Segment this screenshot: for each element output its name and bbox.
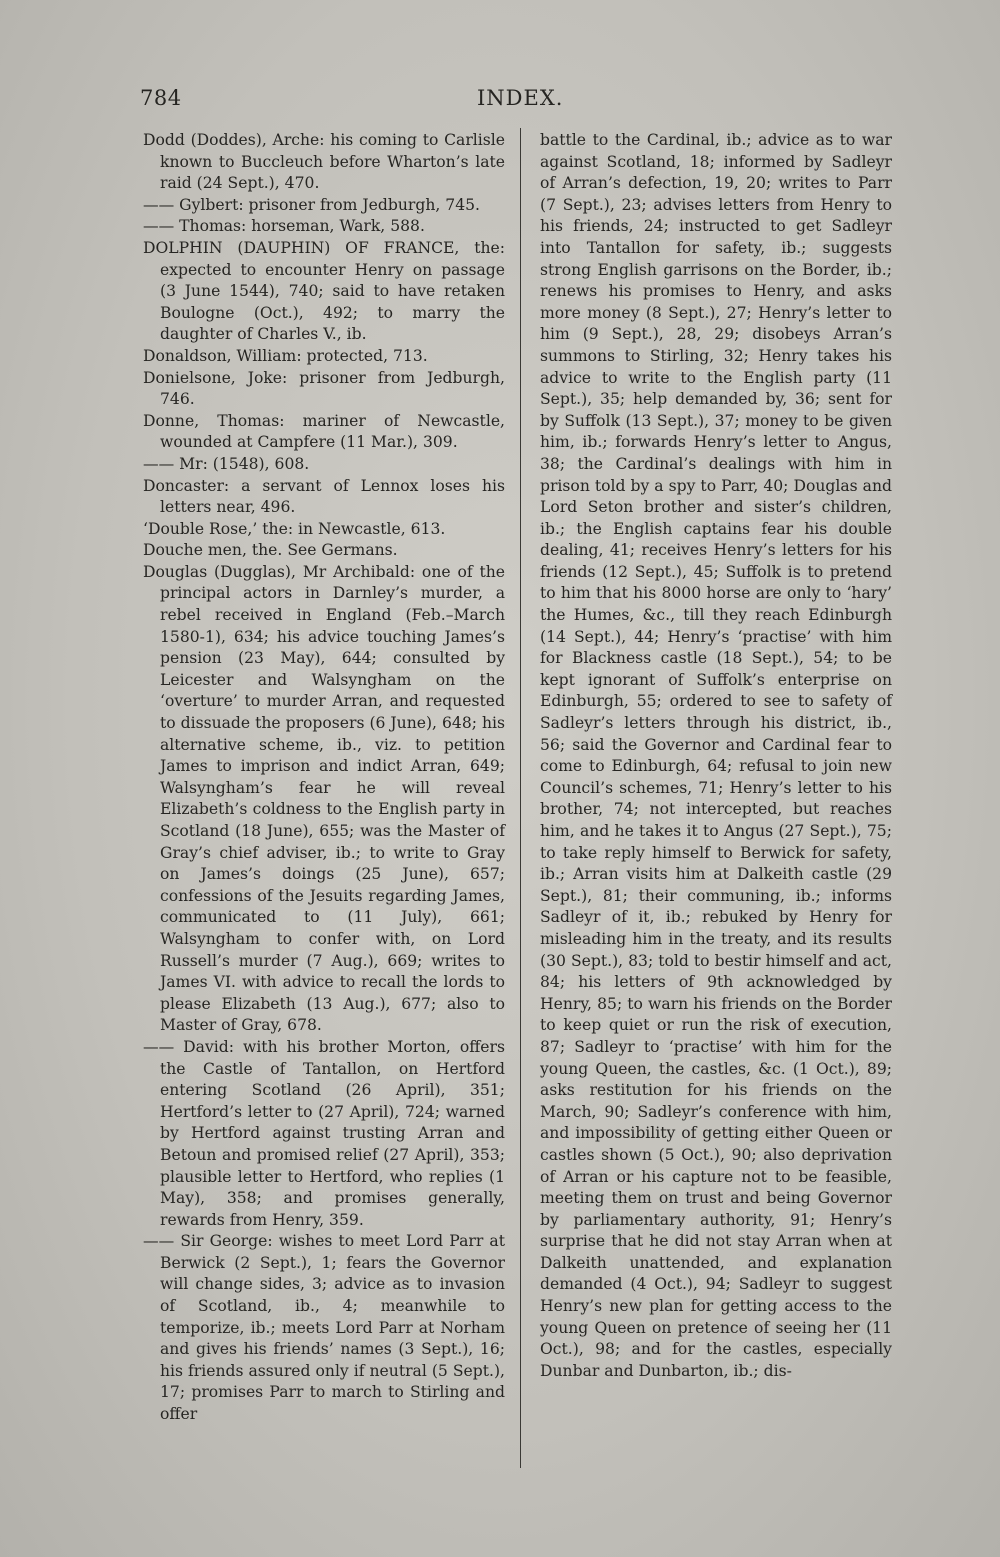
page-number: 784: [140, 86, 182, 110]
index-entry: Donne, Thomas: mariner of Newcastle, wounded at Campfere (11 Mar.), 309.: [143, 411, 505, 452]
index-entry: Doncaster: a servant of Lennox loses his letters near, 496.: [143, 476, 505, 517]
index-entry: Donaldson, William: protected, 713.: [143, 346, 428, 365]
index-entry: —— David: with his brother Morton, offers the Castle of Tantallon, on Hertford entering Scotland (26 April), 351; Hertford’s letter to (27 April), 724; warned by Hertford against trusting Arran and Betoun and promised relief (27 April), 353; plausible letter to Hertford, who replies (1 May), 358; and promises generally, rewards from Henry, 359.: [143, 1037, 505, 1229]
index-entry: Donielsone, Joke: prisoner from Jedburgh, 746.: [143, 368, 505, 409]
index-entry: ‘Double Rose,’ the: in Newcastle, 613.: [143, 519, 446, 538]
index-entry-continuation: battle to the Cardinal, ib.; advice as to war against Scotland, 18; informed by Sadleyr of Arran’s defection, 19, 20; writes to Parr (7 Sept.), 23; advises letters from Henry to his friends, 24; instructed to get Sadleyr into Tantallon for safety, ib.; suggests strong English garrisons on the Border, ib.; renews his promises to Henry, and asks more money (8 Sept.), 27; Henry’s letter to him (9 Sept.), 28, 29; disobeys Arran’s summons to Stirling, 32; Henry takes his advice to write to the English party (11 Sept.), 35; help demanded by, 36; sent for by Suffolk (13 Sept.), 37; money to be given him, ib.; forwards Henry’s letter to Angus, 38; the Cardinal’s dealings with him in prison told by a spy to Parr, 40; Douglas and Lord Seton brother and sister’s children, ib.; the English captains fear his double dealing, 41; receives Henry’s letters for his friends (12 Sept.), 45; Suffolk is to pretend to him that his 8000 horse are only to ‘hary’ the Humes, &c., till they reach Edinburgh (14 Sept.), 44; Henry’s ‘practise’ with him for Blackness castle (18 Sept.), 54; to be kept ignorant of Suffolk’s enterprise on Edinburgh, 55; ordered to see to safety of Sadleyr’s letters through his district, ib., 56; said the Governor and Cardinal fear to come to Edinburgh, 64; refusal to join new Council’s schemes, 71; Henry’s letter to his brother, 74; not intercepted, but reaches him, and he takes it to Angus (27 Sept.), 75; to take reply himself to Berwick for safety, ib.; Arran visits him at Dalkeith castle (29 Sept.), 81; their communing, ib.; informs Sadleyr of it, ib.; rebuked by Henry for misleading him in the treaty, and its results (30 Sept.), 83; told to bestir himself and act, 84; his letters of 9th acknowledged by Henry, 85; to warn his friends on the Border to keep quiet or run the risk of execution, 87; Sadleyr to ‘practise’ with him for the young Queen, the castles, &c. (1 Oct.), 89; asks restitution for his friends on the March, 90; Sadleyr’s conference with him, and impossibility of getting either Queen or castles shown (5 Oct.), 90; also deprivation of Arran or his capture not to be feasible, meeting them on trust and being Governor by parliamentary authority, 91; Henry’s surprise that he did not stay Arran when at Dalkeith unattended, and explanation demanded (4 Oct.), 94; Sadleyr to suggest Henry’s new plan for getting access to the young Queen on pretence of seeing her (11 Oct.), 98; and for the castles, especially Dunbar and Dunbarton, ib.; dis-: [540, 131, 892, 1380]
index-entry: —— Mr: (1548), 608.: [143, 454, 310, 473]
right-column: [540, 130, 892, 1382]
column-divider: [520, 128, 521, 1468]
index-entry: Douglas (Dugglas), Mr Archibald: one of the principal actors in Darnley’s murder, a rebel received in England (Feb.–March 1580-1), 634; his advice touching James’s pension (23 May), 644; consulted by Leicester and Walsyngham on the ‘overture’ to murder Arran, and requested to dissuade the proposers (6 June), 648; his alternative scheme, ib., viz. to petition James to imprison and indict Arran, 649; Walsyngham’s fear he will reveal Elizabeth’s coldness to the English party in Scotland (18 June), 655; was the Master of Gray’s chief adviser, ib.; to write to Gray on James’s doings (25 June), 657; confessions of the Jesuits regarding James, communicated to (11 July), 661; Walsyngham to confer with, on Lord Russell’s murder (7 Aug.), 669; writes to James VI. with advice to recall the lords to please Elizabeth (13 Aug.), 677; also to Master of Gray, 678.: [143, 562, 505, 1035]
left-column: [143, 130, 505, 1426]
index-entry: —— Sir George: wishes to meet Lord Parr at Berwick (2 Sept.), 1; fears the Governor will change sides, 3; advice as to invasion of Scotland, ib., 4; meanwhile to temporize, ib.; meets Lord Parr at Norham and gives his friends’ names (3 Sept.), 16; his friends assured only if neutral (5 Sept.), 17; promises Parr to march to Stirling and offer: [143, 1232, 505, 1424]
index-entry: —— Gylbert: prisoner from Jedburgh, 745.: [143, 195, 480, 214]
index-entry: Dodd (Doddes), Arche: his coming to Carlisle known to Buccleuch before Wharton’s late raid (24 Sept.), 470.: [143, 131, 505, 193]
index-entry: Douche men, the. See Germans.: [143, 541, 398, 560]
index-entry: DOLPHIN (DAUPHIN) OF FRANCE, the: expected to encounter Henry on passage (3 June 1544), 740; said to have retaken Boulogne (Oct.), 492; to marry the daughter of Charles V., ib.: [143, 238, 505, 344]
running-title: INDEX.: [477, 86, 564, 110]
index-entry: —— Thomas: horseman, Wark, 588.: [143, 217, 425, 236]
